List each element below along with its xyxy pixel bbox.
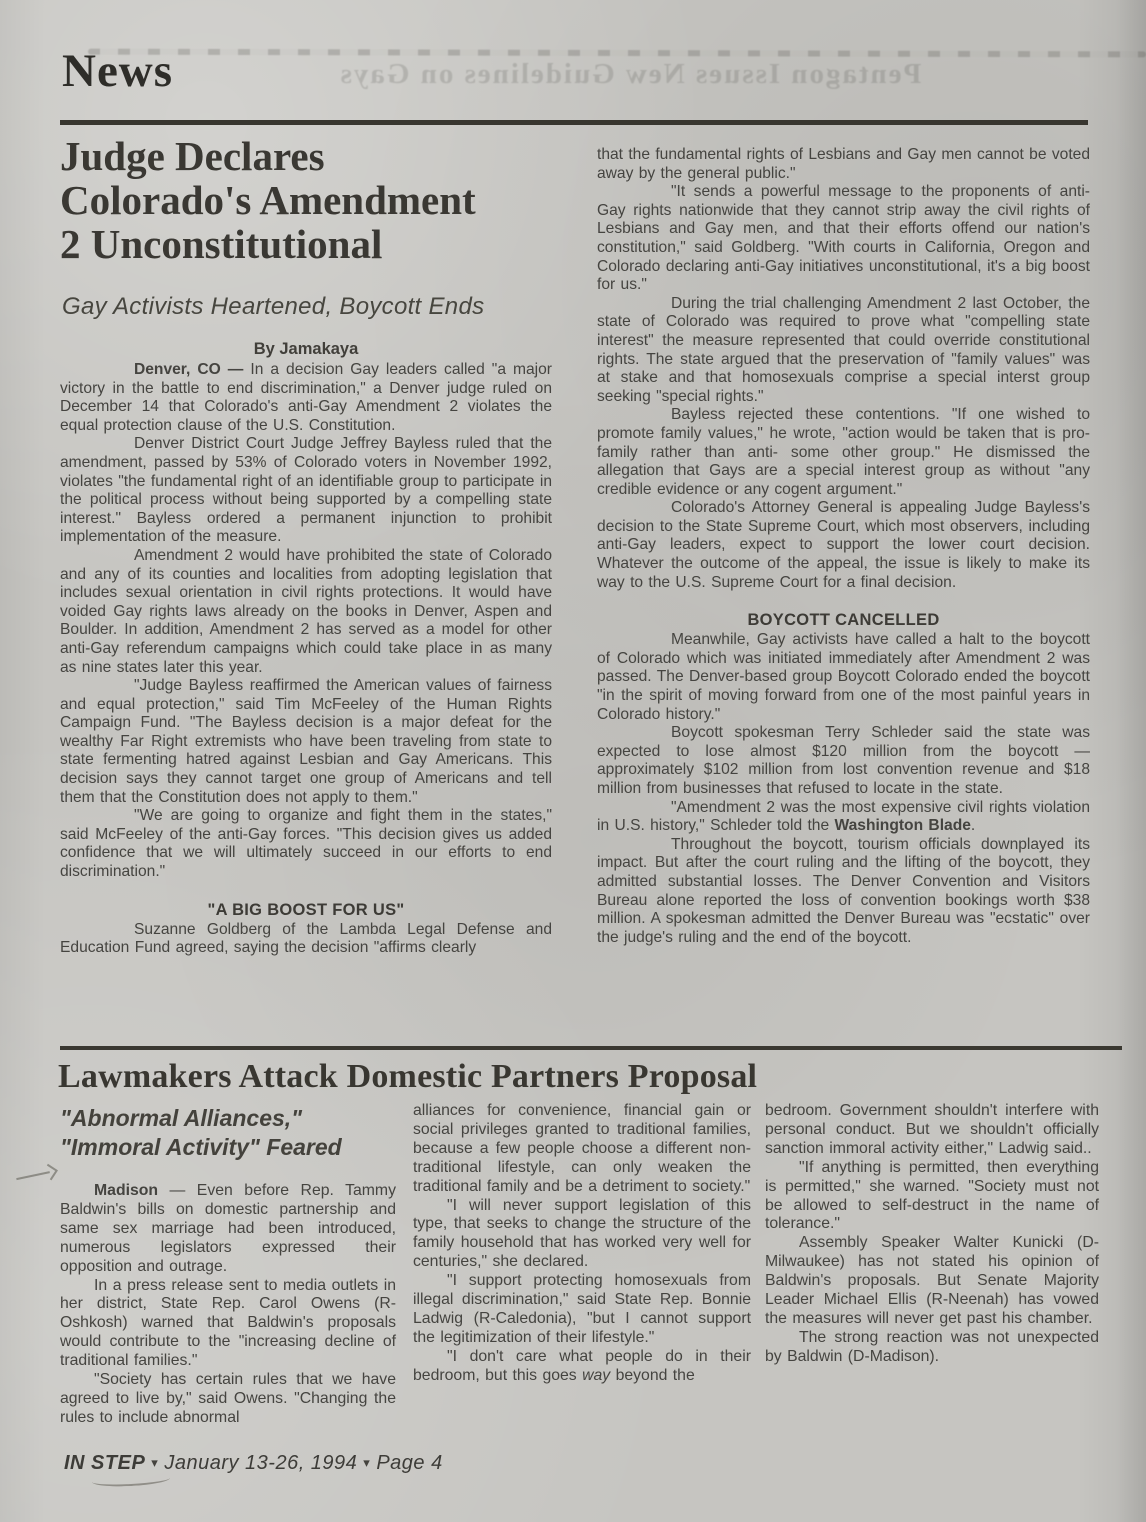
scan-top-streak bbox=[88, 49, 1146, 58]
article-paragraph bbox=[60, 807, 552, 881]
article-paragraph bbox=[413, 1272, 751, 1348]
page-footer bbox=[64, 1452, 443, 1475]
article-paragraph bbox=[597, 836, 1090, 948]
text-segment: Madison bbox=[94, 1182, 159, 1199]
text-segment: "I don't care what people do in their bedroom, but this goes bbox=[413, 1347, 751, 1384]
article-paragraph bbox=[60, 1277, 396, 1372]
text-segment: . bbox=[970, 817, 976, 835]
article-paragraph bbox=[597, 724, 1090, 798]
article-paragraph bbox=[597, 499, 1090, 592]
article-divider-rule bbox=[60, 1046, 1122, 1050]
article1-subhead: Gay Activists Heartened, Boycott Ends bbox=[62, 293, 485, 320]
article-paragraph bbox=[60, 361, 552, 435]
article-paragraph bbox=[597, 406, 1090, 499]
article-paragraph bbox=[60, 547, 552, 677]
pencil-arrow-mark bbox=[15, 1164, 57, 1186]
text-segment: "We are going to organize and fight them in the states," said McFeeley of the anti-Gay forces. "This decision gives us added confidence that we will ultimately succeed in our efforts to end discrimination." bbox=[60, 807, 552, 881]
triangle-separator-icon: ▾ bbox=[363, 1455, 371, 1470]
text-segment: In a decision Gay leaders called "a major victory in the battle to end discrimination," a Denver judge ruled on December 14 that Colorado's anti-Gay Amendment 2 violates the equal protection clause of the U.S. Constitution. bbox=[60, 361, 552, 434]
article-paragraph bbox=[597, 631, 1090, 724]
article-paragraph bbox=[597, 146, 1090, 183]
text-segment: Assembly Speaker Walter Kunicki (D-Milwaukee) has not stated his opinion of Baldwin's proposals. But Senate Majority Leader Michael Ellis (R-Neenah) has vowed the measures will never get past his chamber. bbox=[765, 1234, 1099, 1327]
section-heading: "A BIG BOOST FOR US" bbox=[207, 900, 405, 919]
footer-date: January 13-26, 1994 bbox=[164, 1452, 358, 1474]
section-masthead: News bbox=[62, 45, 174, 97]
text-segment: "It sends a powerful message to the proponents of anti-Gay rights nationwide that they cannot strip away the civil rights of Lesbians and Gay men, and that their efforts offend our nation's constitution," said Goldberg. "With courts in California, Oregon and Colorado declaring anti-Gay initiatives unconstitutional, it's a big boost for us." bbox=[597, 183, 1090, 294]
article2-col2-body bbox=[413, 1102, 751, 1386]
text-segment: way bbox=[582, 1366, 611, 1384]
article2-column-2 bbox=[413, 1102, 751, 1386]
masthead-rule bbox=[60, 120, 1088, 125]
text-segment: bedroom. Government shouldn't interfere with personal conduct. But we shouldn't officially sanction immoral activity either," Ladwig said.. bbox=[765, 1102, 1099, 1157]
text-segment: Throughout the boycott, tourism officials downplayed its impact. But after the court ruling and the lifting of the boycott, they admitted substantial losses. The Denver Convention and Visitors Bureau alone reported the loss of convention bookings worth $38 million. A spokesman admitted the Denver Bureau was "ecstatic" over the judge's ruling and the end of the boycott. bbox=[597, 835, 1090, 946]
text-segment: "Amendment 2 was the most expensive civil rights violation in U.S. history," Schleder told the bbox=[597, 798, 1090, 835]
article-paragraph bbox=[597, 295, 1090, 407]
article1-right-body bbox=[597, 146, 1090, 947]
text-segment: beyond the bbox=[610, 1366, 695, 1384]
pencil-arrowhead bbox=[41, 1164, 58, 1181]
text-segment: Meanwhile, Gay activists have called a halt to the boycott of Colorado which was initiated immediately after Amendment 2 was passed. The Denver-based group Boycott Colorado ended the boycott "in the spirit of moving forward from one of the most painful years in Colorado history." bbox=[597, 631, 1090, 723]
text-segment: Washington Blade bbox=[834, 817, 971, 835]
article-paragraph bbox=[413, 1348, 751, 1386]
article1-column-left bbox=[60, 340, 552, 958]
text-segment: Amendment 2 would have prohibited the state of Colorado and any of its counties and localities from adopting legislation that includes sexual orientation in civil rights protections. It would have voided Gay rights laws already on the books in Denver, Aspen and Boulder. In addition, Amendment 2 has served as a model for other anti-Gay referendum campaigns which could take place in as many as nine states later this year. bbox=[60, 546, 552, 676]
section-heading: BOYCOTT CANCELLED bbox=[747, 611, 940, 630]
text-segment: "If anything is permitted, then everything is permitted," she warned. "Society must not be allowed to self-destruct in the name of tolerance." bbox=[765, 1158, 1099, 1233]
footer-page-number: Page 4 bbox=[376, 1452, 443, 1474]
footer-magazine: IN STEP bbox=[64, 1452, 146, 1474]
article-paragraph bbox=[60, 1182, 396, 1277]
article-paragraph bbox=[765, 1234, 1099, 1329]
article2-column-1 bbox=[60, 1182, 396, 1428]
article-paragraph bbox=[765, 1102, 1099, 1159]
article2-col1-body bbox=[60, 1182, 396, 1428]
article-paragraph bbox=[765, 1329, 1099, 1367]
article-paragraph bbox=[597, 183, 1090, 295]
article2-subhead bbox=[60, 1104, 406, 1162]
triangle-separator-icon: ▾ bbox=[151, 1455, 159, 1470]
text-segment: Denver, CO — bbox=[134, 361, 251, 378]
article2-col3-body bbox=[765, 1102, 1099, 1367]
article2-headline: Lawmakers Attack Domestic Partners Proposal bbox=[58, 1058, 758, 1095]
text-segment: In a press release sent to media outlets in her district, State Rep. Carol Owens (R-Oshkosh) warned that Baldwin's proposals would contribute to the "increasing decline of traditional families." bbox=[60, 1276, 396, 1370]
article-paragraph bbox=[765, 1159, 1099, 1235]
text-segment: "I will never support legislation of this type, that seeks to change the structure of the family household that has worked very well for centuries," she declared. bbox=[413, 1196, 751, 1271]
headline-line: 2 Unconstitutional bbox=[60, 221, 383, 267]
article-paragraph bbox=[597, 799, 1090, 836]
subhead-line: "Immoral Activity" Feared bbox=[60, 1134, 342, 1160]
article-paragraph bbox=[413, 1102, 751, 1197]
text-segment: "Judge Bayless reaffirmed the American values of fairness and equal protection," said Tim McFeeley of the Human Rights Campaign Fund. "The Bayless decision is a major defeat for the wealthy Far Right extremists who have been traveling from state to state fermenting hatred against Lesbian and Gay Americans. This decision says they cannot target one group of Americans and tell them that the Constitution does not apply to them." bbox=[60, 677, 552, 806]
text-segment: — Even before Rep. Tammy Baldwin's bills on domestic partnership and same sex marriage had been introduced, numerous legislators expressed their opposition and outrage. bbox=[60, 1182, 396, 1275]
article-paragraph bbox=[60, 677, 552, 807]
text-segment: The strong reaction was not unexpected by Baldwin (D-Madison). bbox=[765, 1328, 1099, 1365]
text-segment: Boycott spokesman Terry Schleder said the state was expected to lose almost $120 million from the boycott — approximately $102 million from lost convention revenue and $18 million from businesses that refused to locate in the state. bbox=[597, 724, 1090, 797]
text-segment: Denver District Court Judge Jeffrey Bayless ruled that the amendment, passed by 53% of Colorado voters in November 1992, violates "the fundamental right of an identifiable group to participate in the political process without being supported by a compelling state interest." Bayless ordered a permanent injunction to prohibit implementation of the measure. bbox=[60, 435, 552, 546]
text-segment: that the fundamental rights of Lesbians and Gay men cannot be voted away by the general public." bbox=[597, 146, 1090, 182]
headline-line: Colorado's Amendment bbox=[60, 177, 476, 223]
article-paragraph bbox=[60, 1371, 396, 1428]
article2-column-3 bbox=[765, 1102, 1099, 1367]
article1-headline bbox=[60, 134, 620, 266]
article-paragraph bbox=[60, 435, 552, 547]
article1-column-right bbox=[597, 146, 1090, 947]
text-segment: Suzanne Goldberg of the Lambda Legal Defense and Education Fund agreed, saying the decision "affirms clearly bbox=[60, 920, 552, 957]
text-segment: Colorado's Attorney General is appealing Judge Bayless's decision to the State Supreme Court, which most observers, including anti-Gay leaders, expect to support the lower court decision. Whatever the outcome of the appeal, the issue is likely to make its way to the U.S. Supreme Court for a final decision. bbox=[597, 499, 1090, 591]
ghost-bleedthrough-headline: Pentagon Issues New Guidelines on Gays bbox=[338, 58, 922, 90]
headline-line: Judge Declares bbox=[60, 133, 325, 179]
article1-byline: By Jamakaya bbox=[253, 340, 359, 358]
text-segment: "Society has certain rules that we have agreed to live by," said Owens. "Changing the rules to include abnormal bbox=[60, 1371, 396, 1426]
subhead-line: "Abnormal Alliances," bbox=[60, 1105, 303, 1131]
article-paragraph bbox=[413, 1197, 751, 1273]
text-segment: alliances for convenience, financial gain or social privileges granted to traditional families, because a few people choose a different non-traditional lifestyle, can only weaken the traditional family and be a detriment to society." bbox=[413, 1102, 751, 1195]
text-segment: "I support protecting homosexuals from illegal discrimination," said State Rep. Bonnie Ladwig (R-Caledonia), "but I cannot support the legitimization of their lifestyle." bbox=[413, 1272, 751, 1346]
text-segment: During the trial challenging Amendment 2 last October, the state of Colorado was required to prove what "compelling state interest" the measure represented that could override constitutional rights. The state argued that the preservation of "family values" was at stake and that homosexuals comprise a special interst group seeking "special rights." bbox=[597, 294, 1090, 405]
text-segment: Bayless rejected these contentions. "If one wished to promote family values," he wrote, "action would be taken that is pro- family rather than anti- some other group." He dismissed the allegation that Gays are a special interest group as without "any credible evidence or any cogent argument." bbox=[597, 406, 1090, 498]
article1-left-body bbox=[60, 361, 552, 958]
article-paragraph bbox=[60, 921, 552, 958]
scan-right-edge-shade bbox=[1116, 0, 1146, 1522]
